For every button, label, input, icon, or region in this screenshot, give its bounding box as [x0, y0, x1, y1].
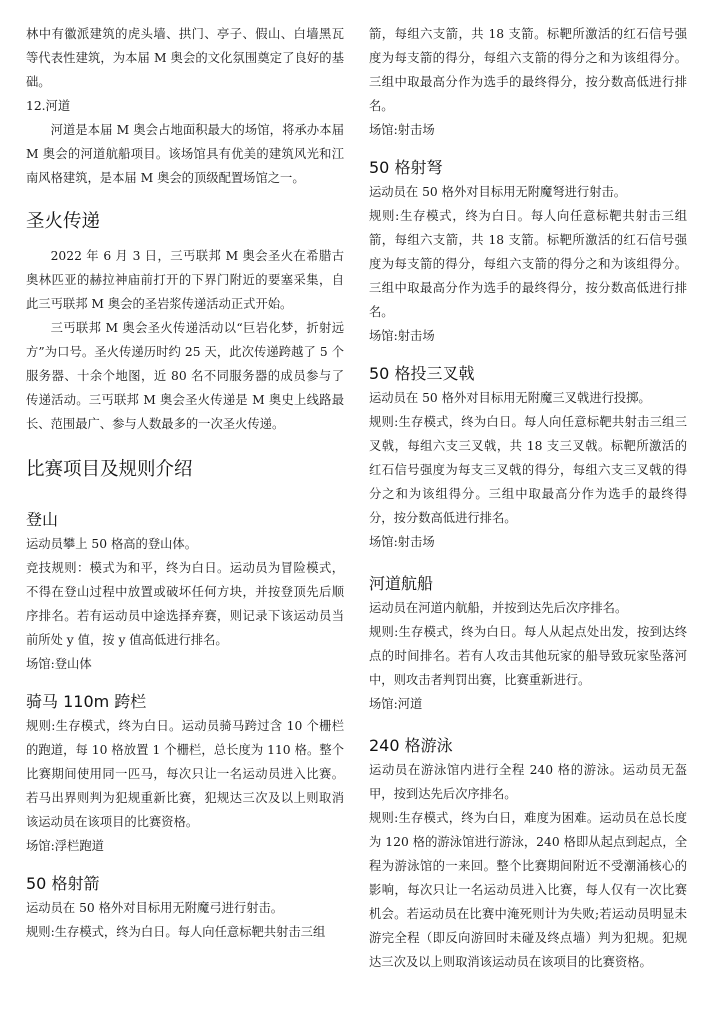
left-column	[26, 22, 344, 944]
event-rules-climbing: 竞技规则：模式为和平，终为白日。运动员为冒险模式，不得在登山过程中放置或破坏任何方块，并按登顶先后顺序排名。若有运动员中途选择弃赛，则记录下该运动员当前所处 y 值，按 y 值高低进行排名。	[26, 561, 344, 647]
event-title-climbing: 登山	[26, 510, 59, 529]
river-venue-label: 12.河道	[26, 99, 71, 113]
event-title-horse: 骑马 110m 跨栏	[26, 692, 147, 711]
torch-relay-p1: 2022 年 6 月 3 日，三丐联邦 M 奥会圣火在希腊古奥林匹亚的赫拉神庙前打开的下界门附近的要塞采集，自此三丐联邦 M 奥会的圣岩浆传递活动正式开始。	[26, 249, 344, 311]
event-desc-swim: 运动员在游泳馆内进行全程 240 格的游泳。运动员无盔甲，按到达先后次序排名。	[369, 763, 687, 801]
event-title-boat: 河道航船	[369, 574, 434, 593]
torch-relay-heading: 圣火传递	[26, 211, 101, 232]
intro-continuation: 林中有徽派建筑的虎头墙、拱门、亭子、假山、白墙黑瓦等代表性建筑，为本届 M 奥会的文化氛围奠定了良好的基础。	[26, 27, 344, 89]
event-rules-arrow-cont: 箭，每组六支箭，共 18 支箭。标靶所激活的红石信号强度为每支箭的得分，每组六支箭的得分之和为该组得分。三组中取最高分作为选手的最终得分，按分数高低进行排名。	[369, 27, 687, 113]
event-rules-arrow: 规则:生存模式，终为白日。每人向任意标靶共射击三组	[26, 925, 326, 939]
event-desc-boat: 运动员在河道内航船，并按到达先后次序排名。	[369, 601, 628, 615]
event-title-swim: 240 格游泳	[369, 736, 453, 755]
event-rules-crossbow: 规则:生存模式，终为白日。每人向任意标靶共射击三组箭，每组六支箭，共 18 支箭。标靶所激活的红石信号强度为每支箭的得分，每组六支箭的得分之和为该组得分。三组中取最高分作为选手的最终得分，按分数高低进行排名。	[369, 209, 687, 319]
event-title-crossbow: 50 格射弩	[369, 158, 443, 177]
events-heading: 比赛项目及规则介绍	[26, 459, 193, 480]
event-rules-trident: 规则:生存模式，终为白日。每人向任意标靶共射击三组三叉戟，每组六支三叉戟，共 18 支三叉戟。标靶所激活的红石信号强度为每支三叉戟的得分，每组六支三叉戟的得分之和为该组得分。三组中取最高分作为选手的最终得分，按分数高低进行排名。	[369, 415, 687, 525]
event-title-trident: 50 格投三叉戟	[369, 364, 475, 383]
event-desc-crossbow: 运动员在 50 格外对目标用无附魔弩进行射击。	[369, 185, 627, 199]
event-desc-trident: 运动员在 50 格外对目标用无附魔三叉戟进行投掷。	[369, 391, 651, 405]
right-column	[369, 22, 687, 974]
river-venue-desc: 河道是本届 M 奥会占地面积最大的场馆，将承办本届 M 奥会的河道航船项目。该场馆具有优美的建筑风光和江南风格建筑，是本届 M 奥会的顶级配置场馆之一。	[26, 123, 344, 185]
event-desc-climbing: 运动员攀上 50 格高的登山体。	[26, 537, 198, 551]
event-venue-boat: 场馆:河道	[369, 697, 423, 711]
event-desc-arrow: 运动员在 50 格外对目标用无附魔弓进行射击。	[26, 901, 284, 915]
event-venue-horse: 场馆:浮栏跑道	[26, 839, 104, 853]
event-rules-horse: 规则:生存模式，终为白日。运动员骑马跨过含 10 个栅栏的跑道，每 10 格放置 1 个栅栏，总长度为 110 格。整个比赛期间使用同一匹马，每次只让一名运动员进入比赛。若马出界则判为犯规重新比赛，犯规达三次及以上则取消该运动员在该项目的比赛资格。	[26, 719, 344, 829]
event-venue-trident: 场馆:射击场	[369, 535, 435, 549]
event-venue-climbing: 场馆:登山体	[26, 657, 92, 671]
event-rules-boat: 规则:生存模式，终为白日。每人从起点处出发，按到达终点的时间排名。若有人攻击其他玩家的船导致玩家坠落河中，则攻击者判罚出赛，比赛重新进行。	[369, 625, 687, 687]
event-venue-arrow: 场馆:射击场	[369, 123, 435, 137]
event-venue-crossbow: 场馆:射击场	[369, 329, 435, 343]
event-rules-swim: 规则:生存模式，终为白日，难度为困难。运动员在总长度为 120 格的游泳馆进行游泳，240 格即从起点到起点，全程为游泳馆的一来回。整个比赛期间附近不受潮涌核心的影响，每次只让一名运动员进入比赛，每人仅有一次比赛机会。若运动员在比赛中淹死则计为失败;若运动员明显未游完全程（即反向游回时未碰及终点墙）判为犯规。犯规达三次及以上则取消该运动员在该项目的比赛资格。	[369, 811, 687, 969]
torch-relay-p2: 三丐联邦 M 奥会圣火传递活动以“巨岩化梦，折射远方”为口号。圣火传递历时约 25 天，此次传递跨越了 5 个服务器、十余个地图，近 80 名不同服务器的成员参与了传递活动。三丐联邦 M 奥会圣火传递是 M 奥史上线路最长、范围最广、参与人数最多的一次圣火传递。	[26, 321, 344, 431]
event-title-arrow: 50 格射箭	[26, 874, 100, 893]
